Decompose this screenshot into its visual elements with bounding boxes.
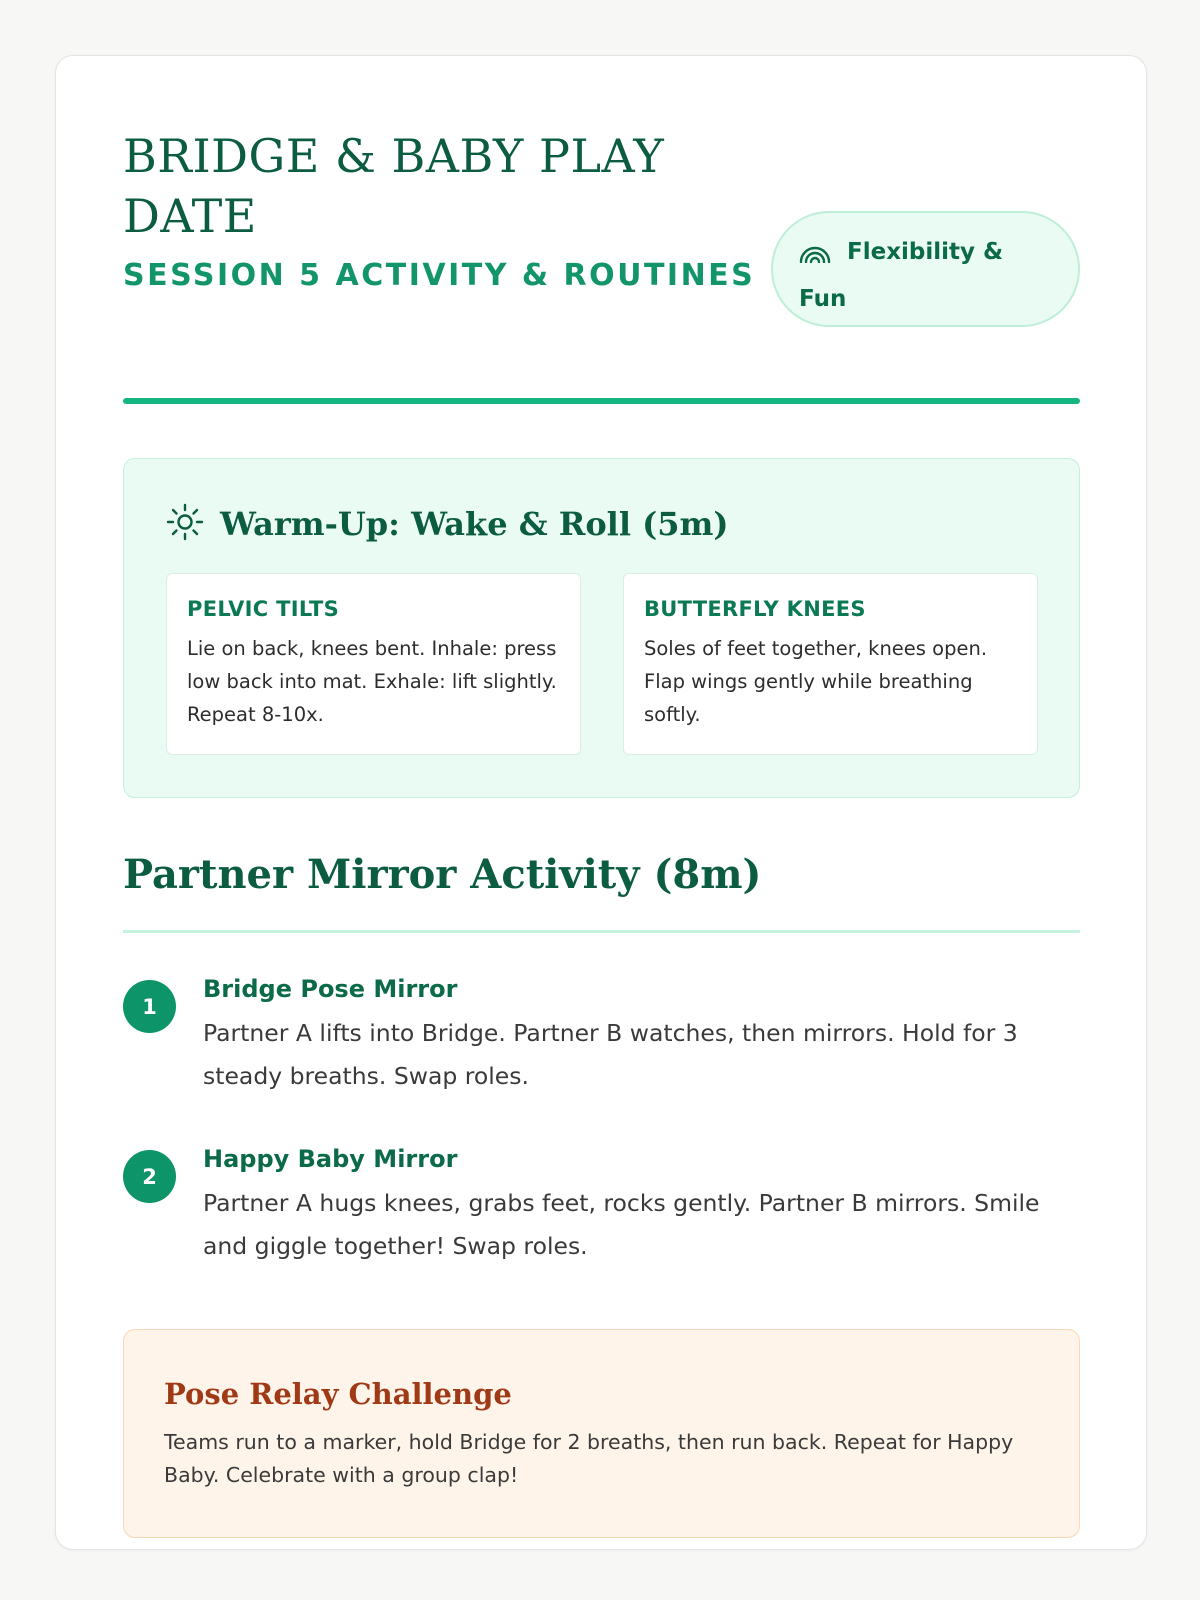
step-title: Happy Baby Mirror xyxy=(203,1145,458,1173)
step-description: Partner A lifts into Bridge. Partner B watches, then mirrors. Hold for 3 steady breaths. Swap roles. xyxy=(203,1019,1018,1090)
step-title: Bridge Pose Mirror xyxy=(203,975,458,1003)
step-number-badge: 1 xyxy=(123,980,176,1033)
step-description: Partner A hugs knees, grabs feet, rocks gently. Partner B mirrors. Smile and giggle together! Swap roles. xyxy=(203,1189,1040,1260)
page-subtitle: SESSION 5 ACTIVITY & ROUTINES xyxy=(123,258,756,293)
focus-badge xyxy=(771,211,1080,327)
card-content xyxy=(123,126,1080,1487)
exercise-title: PELVIC TILTS xyxy=(187,597,340,621)
exercise-description: Soles of feet together, knees open. Flap wings gently while breathing softly. xyxy=(644,637,988,726)
relay-description: Teams run to a marker, hold Bridge for 2 breaths, then run back. Repeat for Happy Baby. Celebrate with a group clap! xyxy=(164,1430,1014,1487)
activity-card xyxy=(55,55,1147,1550)
warmup-section xyxy=(123,458,1080,798)
focus-badge-label: Flexibility & Fun xyxy=(799,239,1004,312)
partner-divider xyxy=(123,930,1080,933)
exercise-description: Lie on back, knees bent. Inhale: press low back into mat. Exhale: lift slightly. Repeat 8-10x. xyxy=(187,637,557,726)
exercise-card-butterfly-knees xyxy=(623,573,1038,755)
warmup-heading xyxy=(166,501,729,547)
exercise-card-pelvic-tilts xyxy=(166,573,581,755)
header-divider xyxy=(123,398,1080,404)
step-number-badge: 2 xyxy=(123,1150,176,1203)
rainbow-icon xyxy=(799,235,831,278)
warmup-title: Warm-Up: Wake & Roll (5m) xyxy=(220,505,729,543)
exercise-title: BUTTERFLY KNEES xyxy=(644,597,866,621)
page-header xyxy=(123,126,1080,344)
relay-title: Pose Relay Challenge xyxy=(164,1377,512,1411)
sun-icon xyxy=(166,503,204,545)
page-title: BRIDGE & BABY PLAY DATE xyxy=(123,129,665,243)
partner-section-title: Partner Mirror Activity (8m) xyxy=(123,851,762,898)
relay-challenge-box xyxy=(123,1329,1080,1538)
